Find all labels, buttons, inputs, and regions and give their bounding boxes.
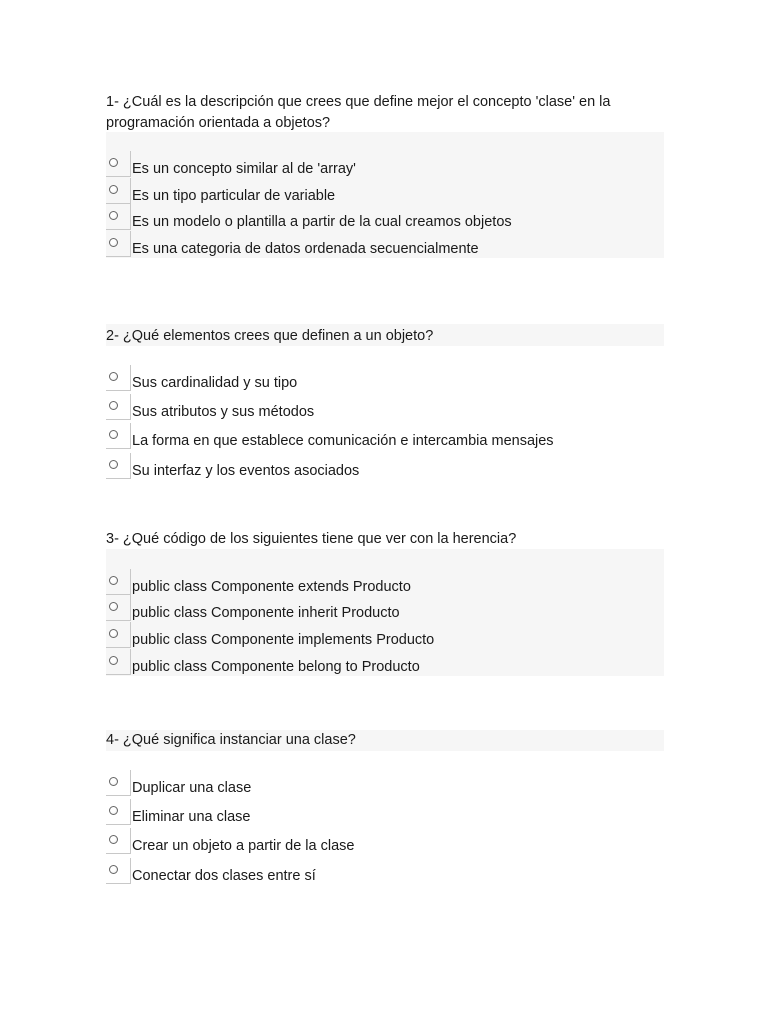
option-divider (106, 824, 131, 825)
q3-option-1[interactable] (106, 575, 666, 597)
q2-option-2[interactable] (106, 400, 666, 422)
option-label: public class Componente extends Producto (132, 579, 411, 595)
radio-button-icon[interactable] (109, 430, 118, 439)
q1-option-3[interactable] (106, 210, 666, 232)
radio-button-icon[interactable] (109, 576, 118, 585)
option-divider (130, 151, 131, 177)
option-label: public class Componente belong to Producto (132, 659, 420, 675)
radio-button-icon[interactable] (109, 372, 118, 381)
option-label: La forma en que establece comunicación e intercambia mensajes (132, 433, 554, 449)
option-divider (130, 231, 131, 257)
q2-option-3[interactable] (106, 429, 666, 451)
option-label: Su interfaz y los eventos asociados (132, 463, 360, 479)
q4-option-2[interactable] (106, 805, 666, 827)
q4-option-3[interactable] (106, 834, 666, 856)
question-1-title-line-2: programación orientada a objetos? (106, 115, 331, 131)
option-divider (106, 478, 131, 479)
option-divider (106, 448, 131, 449)
option-divider (106, 795, 131, 796)
radio-button-icon[interactable] (109, 629, 118, 638)
q4-option-1[interactable] (106, 776, 666, 798)
option-label: Duplicar una clase (132, 780, 252, 796)
option-divider (130, 423, 131, 449)
option-label: Sus atributos y sus métodos (132, 404, 315, 420)
radio-button-icon[interactable] (109, 158, 118, 167)
option-label: public class Componente implements Producto (132, 632, 435, 648)
radio-button-icon[interactable] (109, 460, 118, 469)
question-2 (106, 326, 664, 347)
radio-button-icon[interactable] (109, 602, 118, 611)
option-label: Crear un objeto a partir de la clase (132, 838, 355, 854)
question-1 (106, 92, 664, 134)
q2-option-4[interactable] (106, 459, 666, 481)
option-label: Es un tipo particular de variable (132, 188, 336, 204)
question-4-title: 4- ¿Qué significa instanciar una clase? (106, 732, 356, 748)
option-divider (106, 229, 131, 230)
option-label: Es un modelo o plantilla a partir de la cual creamos objetos (132, 214, 512, 230)
option-divider (106, 674, 131, 675)
radio-button-icon[interactable] (109, 185, 118, 194)
question-2-title: 2- ¿Qué elementos crees que definen a un objeto? (106, 328, 434, 344)
radio-button-icon[interactable] (109, 238, 118, 247)
option-divider (130, 649, 131, 675)
option-divider (130, 365, 131, 391)
q1-option-4[interactable] (106, 237, 666, 259)
q3-option-2[interactable] (106, 601, 666, 623)
option-divider (130, 453, 131, 479)
option-divider (130, 178, 131, 204)
q1-option-2[interactable] (106, 184, 666, 206)
option-divider (106, 390, 131, 391)
option-label: Sus cardinalidad y su tipo (132, 375, 298, 391)
option-divider (130, 858, 131, 884)
option-label: public class Componente inherit Producto (132, 605, 400, 621)
question-3 (106, 529, 664, 550)
option-divider (106, 620, 131, 621)
option-divider (130, 828, 131, 854)
option-divider (130, 595, 131, 621)
option-divider (106, 419, 131, 420)
option-divider (130, 622, 131, 648)
option-divider (130, 569, 131, 595)
question-4 (106, 730, 664, 751)
option-divider (106, 647, 131, 648)
option-label: Es una categoria de datos ordenada secuencialmente (132, 241, 479, 257)
q3-option-3[interactable] (106, 628, 666, 650)
option-divider (106, 853, 131, 854)
radio-button-icon[interactable] (109, 656, 118, 665)
option-divider (130, 394, 131, 420)
question-1-title (106, 92, 664, 134)
option-divider (130, 799, 131, 825)
q1-option-1[interactable] (106, 157, 666, 179)
option-divider (106, 203, 131, 204)
radio-button-icon[interactable] (109, 806, 118, 815)
radio-button-icon[interactable] (109, 211, 118, 220)
q3-option-4[interactable] (106, 655, 666, 677)
option-divider (130, 204, 131, 230)
option-divider (106, 256, 131, 257)
radio-button-icon[interactable] (109, 777, 118, 786)
option-divider (106, 176, 131, 177)
q2-option-1[interactable] (106, 371, 666, 393)
option-divider (106, 594, 131, 595)
option-label: Eliminar una clase (132, 809, 251, 825)
option-divider (106, 883, 131, 884)
question-1-title-line-1: 1- ¿Cuál es la descripción que crees que define mejor el concepto 'clase' en la (106, 94, 611, 110)
option-label: Conectar dos clases entre sí (132, 868, 316, 884)
q4-option-4[interactable] (106, 864, 666, 886)
radio-button-icon[interactable] (109, 401, 118, 410)
radio-button-icon[interactable] (109, 835, 118, 844)
option-divider (130, 770, 131, 796)
radio-button-icon[interactable] (109, 865, 118, 874)
option-label: Es un concepto similar al de 'array' (132, 161, 356, 177)
question-3-title: 3- ¿Qué código de los siguientes tiene que ver con la herencia? (106, 531, 517, 547)
